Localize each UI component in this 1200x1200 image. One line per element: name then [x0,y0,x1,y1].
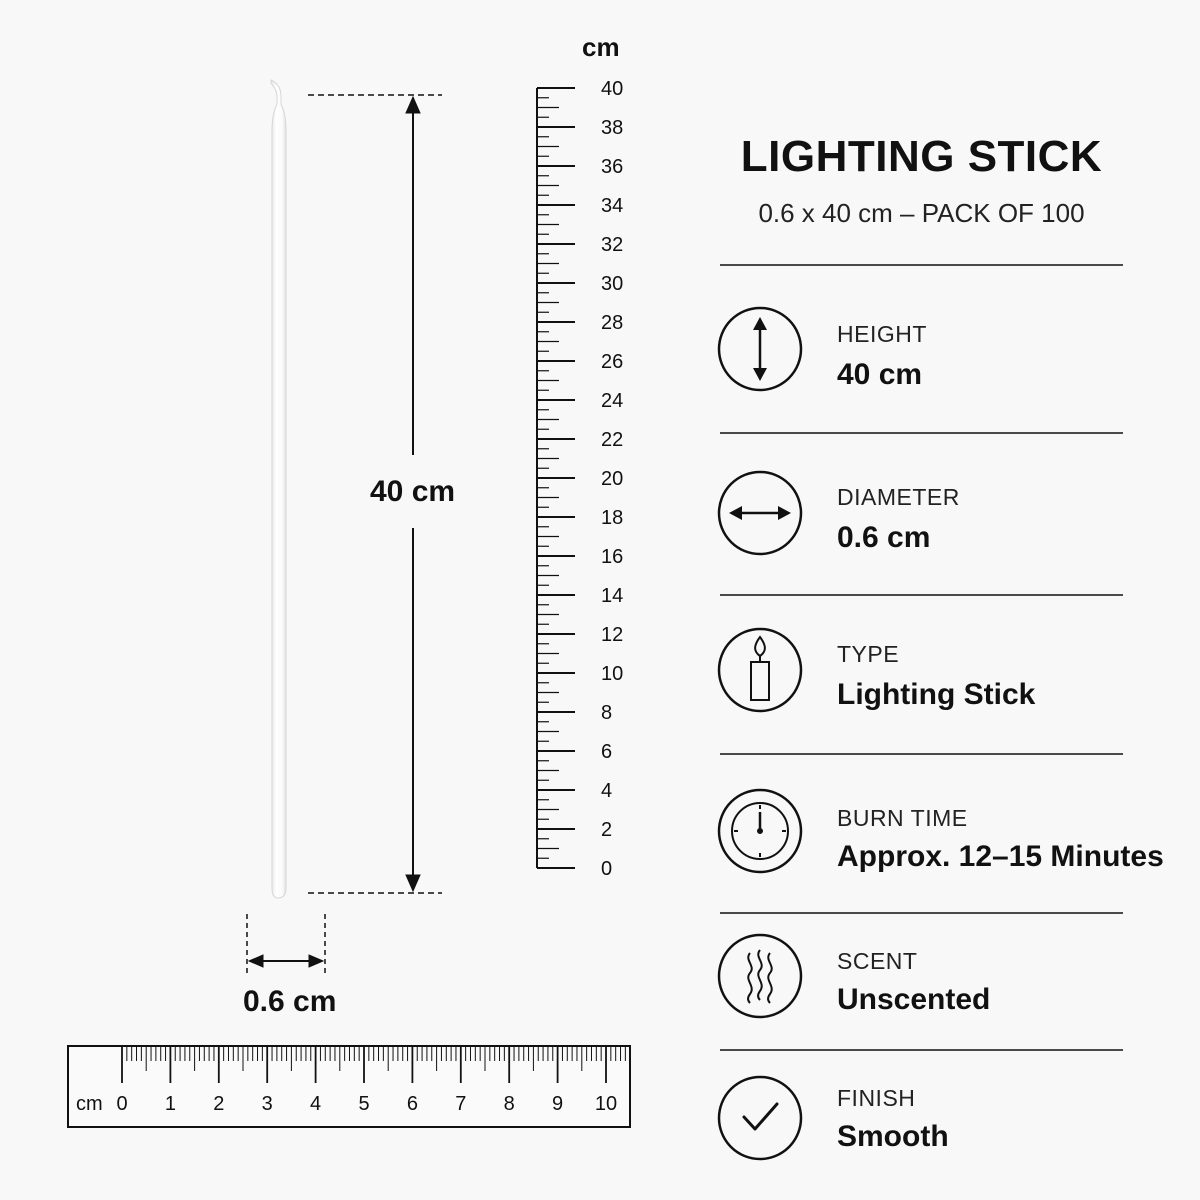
horizontal-ruler-label: 1 [164,1093,176,1115]
vertical-ruler-label: 38 [601,117,624,139]
vertical-ruler-label: 0 [601,858,613,880]
spec-label-height: HEIGHT [837,321,927,347]
horizontal-ruler-unit: cm [76,1093,103,1115]
vertical-ruler-label: 36 [601,156,624,178]
spec-label-type: TYPE [837,641,900,667]
vertical-ruler-label: 4 [601,780,613,802]
lighting-stick-image [271,80,286,898]
spec-label-scent: SCENT [837,948,918,974]
horizontal-ruler-label: 2 [213,1093,225,1115]
vertical-ruler-label: 32 [601,234,624,256]
horizontal-ruler-label: 0 [116,1093,128,1115]
spec-value-height: 40 cm [837,358,923,391]
vertical-ruler-label: 40 [601,78,624,100]
spec-value-burn-time: Approx. 12–15 Minutes [837,840,1164,873]
vertical-ruler-label: 12 [601,624,624,646]
horizontal-ruler-label: 6 [406,1093,418,1115]
spec-value-diameter: 0.6 cm [837,521,931,554]
spec-value-scent: Unscented [837,983,991,1016]
spec-label-finish: FINISH [837,1085,916,1111]
spec-value-finish: Smooth [837,1120,949,1153]
vertical-ruler-label: 20 [601,468,624,490]
vertical-ruler-label: 14 [601,585,624,607]
vertical-ruler-label: 16 [601,546,624,568]
spec-value-type: Lighting Stick [837,678,1036,711]
vertical-ruler-label: 10 [601,663,624,685]
horizontal-ruler [68,1046,630,1127]
horizontal-ruler-label: 5 [358,1093,370,1115]
product-subtitle: 0.6 x 40 cm – PACK OF 100 [758,198,1085,228]
vertical-ruler-label: 30 [601,273,624,295]
vertical-ruler-label: 2 [601,819,613,841]
horizontal-ruler-label: 7 [455,1093,467,1115]
height-label: 40 cm [370,475,456,508]
horizontal-ruler-label: 3 [261,1093,273,1115]
vertical-ruler [537,78,623,880]
vertical-ruler-label: 28 [601,312,624,334]
spec-label-diameter: DIAMETER [837,484,960,510]
horizontal-ruler-label: 9 [552,1093,564,1115]
vertical-ruler-unit: cm [582,32,620,62]
vertical-ruler-label: 8 [601,702,613,724]
product-title: LIGHTING STICK [740,132,1103,181]
horizontal-ruler-label: 4 [310,1093,322,1115]
vertical-ruler-label: 6 [601,741,613,763]
diameter-dimension [247,914,325,975]
horizontal-ruler-label: 8 [503,1093,515,1115]
horizontal-ruler-label: 10 [594,1093,618,1115]
vertical-ruler-label: 24 [601,390,624,412]
vertical-ruler-label: 22 [601,429,624,451]
vertical-ruler-label: 26 [601,351,624,373]
diameter-label: 0.6 cm [243,985,337,1018]
vertical-ruler-label: 34 [601,195,624,217]
vertical-ruler-label: 18 [601,507,624,529]
spec-label-burn-time: BURN TIME [837,805,968,831]
